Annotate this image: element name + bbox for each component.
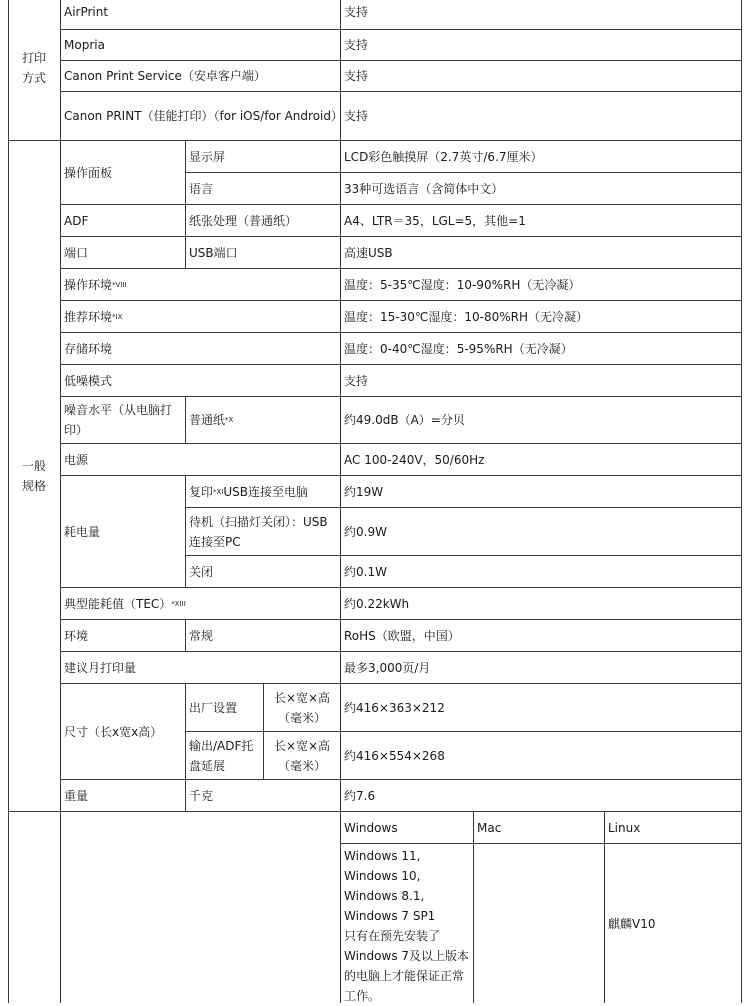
print-method-mopria: Mopria [61,30,341,61]
os-mac-value [474,844,605,1003]
print-method-canon-print: Canon PRINT（佳能打印）（for iOS/for Android） [61,92,341,141]
noise-level-value: 约49.0dB（A）=分贝 [341,397,742,444]
os-mac-header: Mac [474,812,605,844]
dimensions-adf-extended-value: 约416×554×268 [341,732,742,780]
environment-regulation-label: 常规 [186,620,341,652]
monthly-volume-value: 最多3,000页/月 [341,652,742,684]
print-method-airprint-value: 支持 [341,0,742,30]
recommended-environment-label: 推荐环境 *IX [61,301,341,333]
operating-environment-label: 操作环境 *VIII [61,269,341,301]
power-supply-value: AC 100-240V，50/60Hz [341,444,742,476]
dimensions-factory-value: 约416×363×212 [341,684,742,732]
consumption-copy-label: 复印 *XI USB连接至电脑 [186,476,341,508]
print-method-canon-print-value: 支持 [341,92,742,141]
weight-label: 重量 [61,780,186,812]
adf-label: ADF [61,205,186,237]
storage-environment-label: 存储环境 [61,333,341,365]
os-linux-header: Linux [605,812,742,844]
weight-value: 约7.6 [341,780,742,812]
group-label-general: 一般 规格 [8,141,61,812]
consumption-copy-value: 约19W [341,476,742,508]
weight-unit: 千克 [186,780,341,812]
monthly-volume-label: 建议月打印量 [61,652,341,684]
power-consumption-label: 耗电量 [61,476,186,588]
os-windows-header: Windows [341,812,474,844]
print-method-airprint: AirPrint [61,0,341,30]
usb-port-label: USB端口 [186,237,341,269]
table-left-border [8,0,9,1003]
dimensions-adf-extended-unit: 长×宽×高（毫米） [264,732,341,780]
group-label-print-methods: 打印 方式 [8,0,61,141]
environment-value: RoHS（欧盟，中国） [341,620,742,652]
operation-panel-label: 操作面板 [61,141,186,205]
adf-value: A4、LTR＝35，LGL=5，其他=1 [341,205,742,237]
dimensions-factory-label: 出厂设置 [186,684,264,732]
port-label: 端口 [61,237,186,269]
port-value: 高速USB [341,237,742,269]
operating-environment-value: 温度：5-35℃湿度：10-90%RH（无冷凝） [341,269,742,301]
os-linux-value: 麒麟V10 [605,844,742,1003]
consumption-off-label: 关闭 [186,556,341,588]
consumption-standby-value: 约0.9W [341,508,742,556]
print-method-canon-print-service: Canon Print Service（安卓客户端） [61,61,341,92]
tec-label: 典型能耗值（TEC） *XIII [61,588,341,620]
language-label: 语言 [186,173,341,205]
storage-environment-value: 温度：0-40℃湿度：5-95%RH（无冷凝） [341,333,742,365]
print-method-mopria-value: 支持 [341,30,742,61]
display-value: LCD彩色触摸屏（2.7英寸/6.7厘米） [341,141,742,173]
tec-value: 约0.22kWh [341,588,742,620]
quiet-mode-label: 低噪模式 [61,365,341,397]
adf-paper-handling-label: 纸张处理（普通纸） [186,205,341,237]
noise-plain-paper-label: 普通纸 *X [186,397,341,444]
consumption-off-value: 约0.1W [341,556,742,588]
recommended-environment-value: 温度：15-30℃湿度：10-80%RH（无冷凝） [341,301,742,333]
environment-label: 环境 [61,620,186,652]
consumption-standby-label: 待机（扫描灯关闭）：USB连接至PC [186,508,341,556]
os-group-label [8,812,61,1003]
language-value: 33种可选语言（含简体中文） [341,173,742,205]
dimensions-adf-extended-label: 输出/ADF托盘延展 [186,732,264,780]
display-label: 显示屏 [186,141,341,173]
dimensions-label: 尺寸（长x宽x高） [61,684,186,780]
dimensions-factory-unit: 长×宽×高（毫米） [264,684,341,732]
os-label-cell [61,812,341,1003]
power-supply-label: 电源 [61,444,341,476]
print-method-canon-print-service-value: 支持 [341,61,742,92]
noise-level-label: 噪音水平（从电脑打印） [61,397,186,444]
os-windows-value: Windows 11, Windows 10, Windows 8.1, Windows 7 SP1 只有在预先安装了Windows 7及以上版本的电脑上才能保证正常工作。 [341,844,474,1003]
quiet-mode-value: 支持 [341,365,742,397]
